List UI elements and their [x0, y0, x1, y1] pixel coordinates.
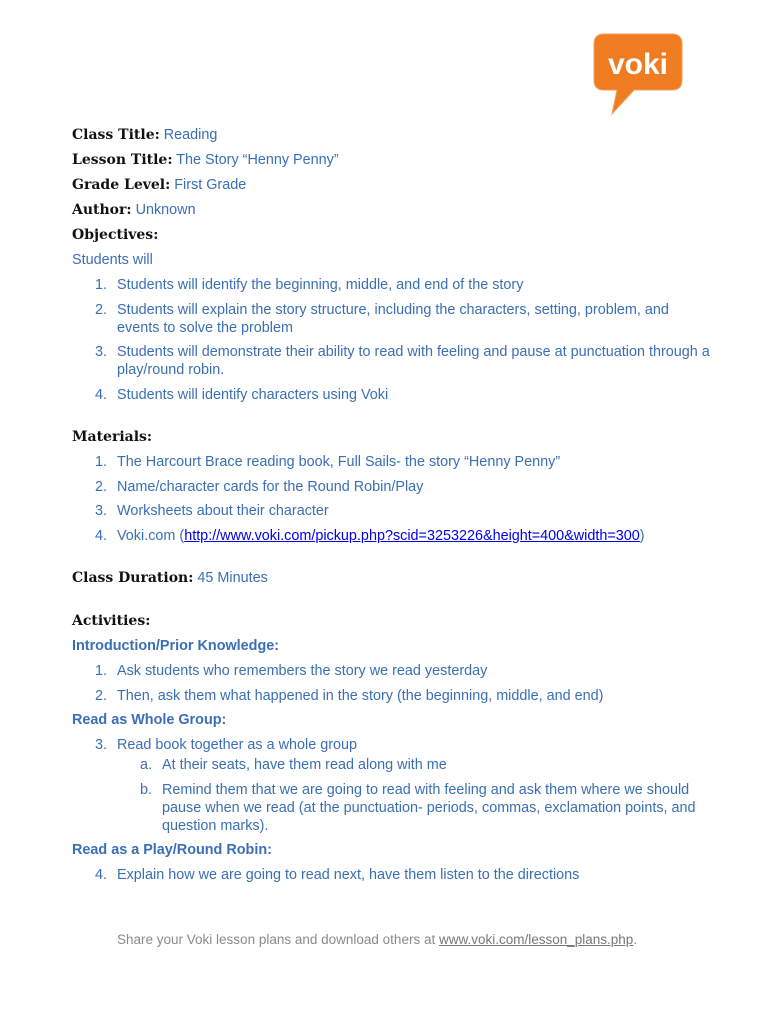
list-item: 4. Voki.com (http://www.voki.com/pickup.php?scid=3253226&height=400&width=300) [95, 527, 645, 544]
lesson-plan [72, 126, 712, 891]
activity-subtext: Remind them that we are going to read with feeling and ask them where we should pause when we read (at the punctuation- periods, commas, exclamation points, and question marks). [162, 781, 696, 834]
whole-group-list [72, 736, 712, 835]
list-item: 2. Name/character cards for the Round Robin/Play [95, 478, 424, 495]
lesson-title-value: The Story “Henny Penny” [176, 152, 339, 168]
objective-text: Students will explain the story structure, including the characters, setting, problem, and events to solve the problem [117, 301, 669, 336]
duration-value: 45 Minutes [197, 570, 268, 586]
list-item: b. Remind them that we are going to read with feeling and ask them where we should pause when we read (at the punctuation- periods, commas, exclamation points, and question marks). [140, 781, 696, 834]
list-item: 4. Students will identify characters using Voki [95, 386, 389, 403]
objectives-row [72, 226, 712, 244]
material-text: Worksheets about their character [117, 503, 329, 519]
activities-row [72, 612, 712, 630]
play-heading: Read as a Play/Round Robin: [72, 842, 272, 858]
footer-end: . [633, 932, 638, 947]
author-row [72, 201, 712, 219]
list-item: 3. Students will demonstrate their ability to read with feeling and pause at punctuation through a play/round robin. [95, 344, 710, 378]
whole-group-heading: Read as Whole Group: [72, 712, 227, 728]
voki-logo-text: voki [607, 48, 669, 81]
grade-level-value: First Grade [174, 177, 247, 193]
list-item: 1. The Harcourt Brace reading book, Full Sails- the story “Henny Penny” [95, 454, 561, 470]
list-item: 4. Explain how we are going to read next, have them listen to the directions [95, 867, 580, 883]
activity-text: Then, ask them what happened in the story (the beginning, middle, and end) [117, 687, 604, 704]
list-item: 1. Students will identify the beginning, middle, and end of the story [95, 277, 524, 293]
material-voki-suffix: ) [639, 527, 645, 544]
duration-row [72, 569, 712, 587]
material-text: Name/character cards for the Round Robin/Play [117, 478, 424, 495]
intro-list [72, 662, 712, 705]
list-item: a. At their seats, have them read along with me [140, 757, 447, 773]
materials-list [72, 453, 712, 545]
class-title-label: Class Title: [72, 127, 160, 143]
material-text: The Harcourt Brace reading book, Full Sails- the story “Henny Penny” [117, 454, 561, 470]
objective-text: Students will demonstrate their ability to read with feeling and pause at punctuation through a play/round robin. [117, 344, 710, 378]
lesson-plans-link[interactable]: www.voki.com/lesson_plans.php [438, 932, 634, 947]
activity-subtext: At their seats, have them read along with me [162, 757, 447, 773]
materials-label: Materials: [72, 429, 153, 445]
list-item: 3. Read book together as a whole group a. At their seats, have them read along with me b. Remind them that we are going to read with feeling and ask them where we should pause when we read (at the punctuation- periods, commas, exclamation points, and question marks). [72, 736, 712, 835]
objectives-list [72, 276, 712, 404]
play-list [72, 866, 712, 884]
list-item: 2. Then, ask them what happened in the story (the beginning, middle, and end) [95, 687, 604, 704]
objectives-intro: Students will [72, 252, 153, 268]
grade-level-row [72, 176, 712, 194]
list-item: 2. Students will explain the story structure, including the characters, setting, problem, and events to solve the problem [95, 301, 669, 336]
activity-text: Ask students who remembers the story we read yesterday [117, 663, 488, 679]
author-label: Author: [72, 202, 132, 218]
materials-row [72, 428, 712, 446]
list-item: 3. Worksheets about their character [95, 503, 329, 519]
lesson-title-label: Lesson Title: [72, 152, 173, 168]
class-title-row [72, 126, 712, 144]
footer-text: Share your Voki lesson plans and download others at [117, 932, 439, 947]
whole-group-sublist [117, 756, 712, 835]
objectives-label: Objectives: [72, 227, 159, 243]
voki-pickup-link[interactable]: http://www.voki.com/pickup.php?scid=3253226&height=400&width=300 [184, 527, 640, 544]
activities-label: Activities: [72, 613, 151, 629]
duration-label: Class Duration: [72, 570, 194, 586]
list-item: 1. Ask students who remembers the story we read yesterday [95, 663, 488, 679]
grade-level-label: Grade Level: [72, 177, 171, 193]
objective-text: Students will identify the beginning, middle, and end of the story [117, 277, 524, 293]
footer-note [117, 932, 637, 947]
voki-logo [590, 28, 686, 118]
activity-text: Read book together as a whole group [117, 737, 358, 753]
activity-text: Explain how we are going to read next, have them listen to the directions [117, 867, 580, 883]
lesson-title-row [72, 151, 712, 169]
intro-heading: Introduction/Prior Knowledge: [72, 638, 280, 654]
class-title-value: Reading [163, 127, 218, 143]
objective-text: Students will identify characters using Voki [117, 386, 389, 403]
author-value: Unknown [135, 202, 196, 218]
material-voki-prefix: Voki.com ( [117, 527, 185, 544]
